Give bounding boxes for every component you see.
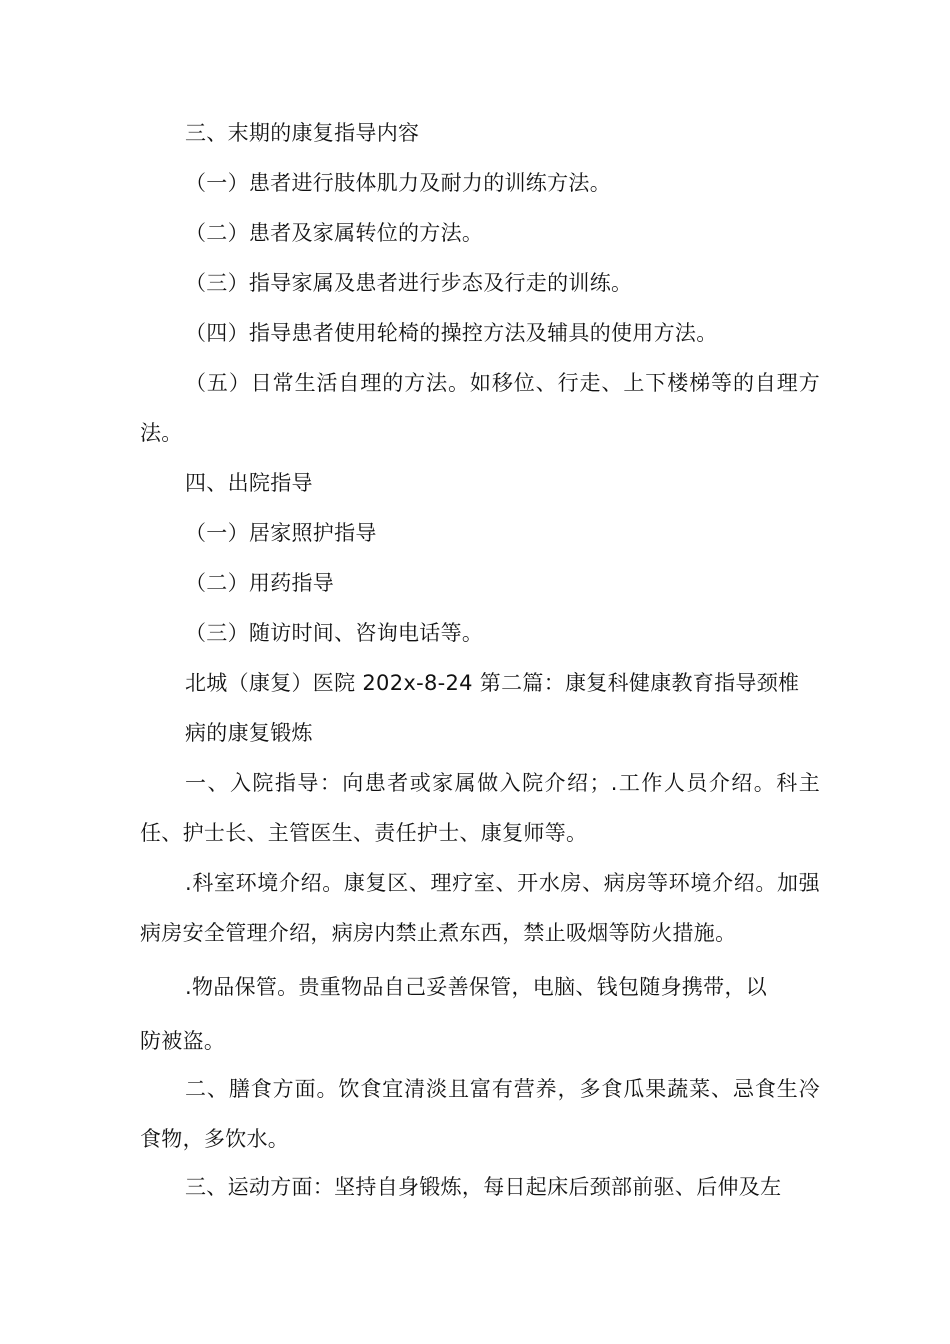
list-item: （四）指导患者使用轮椅的操控方法及辅具的使用方法。 [185,321,718,345]
list-item: （五）日常生活自理的方法。如移位、行走、上下楼梯等的自理方法。 [140,371,820,445]
body-paragraph: .科室环境介绍。康复区、理疗室、开水房、病房等环境介绍。加强病房安全管理介绍，病房内禁止煮东西，禁止吸烟等防火措施。 [140,871,820,945]
list-item: （一）居家照护指导 [185,521,377,545]
list-item: （三）指导家属及患者进行步态及行走的训练。 [185,271,633,295]
body-paragraph: .物品保管。贵重物品自己妥善保管，电脑、钱包随身携带，以 [185,975,768,999]
list-item: （二）用药指导 [185,571,335,595]
document-title-line: 病的康复锻炼 [185,721,313,745]
body-paragraph: 一、入院指导：向患者或家属做入院介绍；.工作人员介绍。科主任、护士长、主管医生、责任护士、康复师等。 [140,771,820,845]
section-heading-4: 四、出院指导 [185,471,313,495]
list-item: （一）患者进行肢体肌力及耐力的训练方法。 [185,171,611,195]
section-heading-3: 三、末期的康复指导内容 [185,121,420,145]
list-item: （三）随访时间、咨询电话等。 [185,621,484,645]
body-paragraph: 三、运动方面：坚持自身锻炼，每日起床后颈部前驱、后伸及左 [185,1175,782,1199]
document-title-line: 北城（康复）医院 202x-8-24 第二篇：康复科健康教育指导颈椎 [185,671,800,695]
body-paragraph: 二、膳食方面。饮食宜清淡且富有营养，多食瓜果蔬菜、忌食生冷食物，多饮水。 [140,1077,820,1151]
body-paragraph: 防被盗。 [140,1029,226,1053]
list-item: （二）患者及家属转位的方法。 [185,221,484,245]
